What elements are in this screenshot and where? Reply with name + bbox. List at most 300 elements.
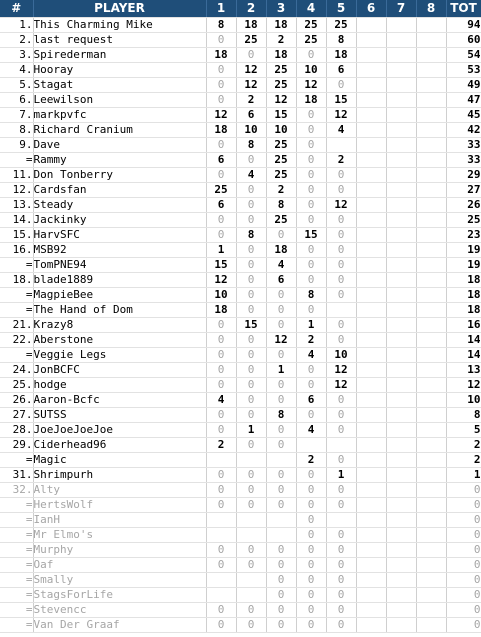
score-cell: 0 — [296, 363, 326, 378]
score-cell: 0 — [326, 558, 356, 573]
score-cell: 0 — [236, 48, 266, 63]
score-cell: 0 — [296, 198, 326, 213]
player-name: Krazy8 — [33, 318, 206, 333]
score-cell — [356, 273, 386, 288]
score-cell: 0 — [266, 618, 296, 633]
total-cell: 27 — [446, 183, 481, 198]
score-cell — [416, 303, 446, 318]
rank-cell: 11. — [0, 168, 33, 183]
total-cell: 23 — [446, 228, 481, 243]
score-cell — [356, 558, 386, 573]
score-cell: 0 — [266, 543, 296, 558]
rank-cell: 22. — [0, 333, 33, 348]
score-cell — [416, 468, 446, 483]
score-cell: 25 — [326, 18, 356, 33]
round-header-4[interactable]: 4 — [296, 0, 326, 18]
score-cell: 0 — [266, 573, 296, 588]
rank-cell: 8. — [0, 123, 33, 138]
table-row — [0, 123, 481, 138]
total-cell: 19 — [446, 243, 481, 258]
score-cell — [416, 183, 446, 198]
player-name: Stevencc — [33, 603, 206, 618]
rank-cell: = — [0, 348, 33, 363]
score-cell: 4 — [206, 393, 236, 408]
score-cell: 0 — [206, 33, 236, 48]
score-cell — [356, 483, 386, 498]
player-name: Rammy — [33, 153, 206, 168]
score-cell: 0 — [296, 468, 326, 483]
rank-cell: 27. — [0, 408, 33, 423]
score-cell: 0 — [296, 213, 326, 228]
score-cell — [416, 78, 446, 93]
score-cell — [386, 393, 416, 408]
total-cell: 18 — [446, 273, 481, 288]
score-cell: 0 — [296, 48, 326, 63]
score-cell — [416, 168, 446, 183]
score-cell: 0 — [296, 408, 326, 423]
player-name: Leewilson — [33, 93, 206, 108]
round-header-2[interactable]: 2 — [236, 0, 266, 18]
score-cell: 0 — [206, 213, 236, 228]
total-cell: 0 — [446, 618, 481, 633]
score-cell — [416, 63, 446, 78]
score-cell: 0 — [236, 498, 266, 513]
score-cell — [386, 153, 416, 168]
score-cell — [416, 108, 446, 123]
score-cell: 0 — [326, 483, 356, 498]
score-cell: 0 — [266, 603, 296, 618]
score-cell: 0 — [326, 603, 356, 618]
score-cell — [386, 78, 416, 93]
score-cell — [356, 453, 386, 468]
rank-cell: 24. — [0, 363, 33, 378]
player-name: The Hand of Dom — [33, 303, 206, 318]
total-cell: 33 — [446, 138, 481, 153]
score-cell — [356, 408, 386, 423]
score-cell — [356, 393, 386, 408]
score-cell — [386, 438, 416, 453]
total-cell: 47 — [446, 93, 481, 108]
score-cell: 12 — [326, 363, 356, 378]
table-row — [0, 558, 481, 573]
round-header-1[interactable]: 1 — [206, 0, 236, 18]
table-row — [0, 48, 481, 63]
score-cell — [386, 363, 416, 378]
score-cell: 0 — [326, 453, 356, 468]
score-cell: 0 — [326, 408, 356, 423]
score-cell — [386, 123, 416, 138]
total-cell: 2 — [446, 453, 481, 468]
score-cell: 4 — [296, 348, 326, 363]
total-cell: 42 — [446, 123, 481, 138]
score-cell: 18 — [236, 18, 266, 33]
score-cell — [356, 378, 386, 393]
rank-cell: = — [0, 618, 33, 633]
score-cell: 18 — [296, 93, 326, 108]
round-header-3[interactable]: 3 — [266, 0, 296, 18]
score-cell: 0 — [236, 378, 266, 393]
score-cell — [416, 558, 446, 573]
score-cell — [356, 153, 386, 168]
table-row — [0, 588, 481, 603]
total-cell: 14 — [446, 333, 481, 348]
score-cell: 12 — [266, 93, 296, 108]
table-row — [0, 363, 481, 378]
score-cell: 4 — [296, 423, 326, 438]
total-header[interactable]: TOT — [446, 0, 481, 18]
score-cell: 0 — [266, 438, 296, 453]
score-cell — [416, 573, 446, 588]
score-cell — [356, 618, 386, 633]
score-cell — [416, 588, 446, 603]
total-cell: 1 — [446, 468, 481, 483]
score-cell — [386, 468, 416, 483]
total-cell: 19 — [446, 258, 481, 273]
table-row — [0, 453, 481, 468]
score-cell: 0 — [326, 243, 356, 258]
score-cell: 0 — [206, 318, 236, 333]
table-row — [0, 258, 481, 273]
player-name: JonBCFC — [33, 363, 206, 378]
rank-cell: 6. — [0, 93, 33, 108]
score-cell: 0 — [206, 618, 236, 633]
score-cell: 0 — [326, 498, 356, 513]
total-cell: 49 — [446, 78, 481, 93]
score-cell — [356, 318, 386, 333]
table-row — [0, 573, 481, 588]
score-cell: 0 — [206, 333, 236, 348]
score-cell: 0 — [236, 603, 266, 618]
score-cell: 1 — [296, 318, 326, 333]
score-cell — [416, 228, 446, 243]
total-cell: 29 — [446, 168, 481, 183]
total-cell: 0 — [446, 498, 481, 513]
score-cell — [416, 18, 446, 33]
player-name: Van Der Graaf — [33, 618, 206, 633]
score-cell — [356, 78, 386, 93]
score-cell: 0 — [296, 543, 326, 558]
score-cell — [386, 603, 416, 618]
score-cell — [386, 198, 416, 213]
score-cell: 6 — [266, 273, 296, 288]
score-cell — [356, 423, 386, 438]
round-header-8[interactable]: 8 — [416, 0, 446, 18]
score-cell — [356, 168, 386, 183]
score-cell — [386, 513, 416, 528]
score-cell: 10 — [326, 348, 356, 363]
player-name: MSB92 — [33, 243, 206, 258]
score-cell — [206, 528, 236, 543]
score-cell: 0 — [236, 183, 266, 198]
round-header-6[interactable]: 6 — [356, 0, 386, 18]
score-cell: 25 — [266, 63, 296, 78]
table-row — [0, 468, 481, 483]
rank-cell: 28. — [0, 423, 33, 438]
score-cell: 15 — [266, 108, 296, 123]
score-cell: 0 — [296, 243, 326, 258]
table-row — [0, 513, 481, 528]
player-name: Dave — [33, 138, 206, 153]
rank-cell: = — [0, 543, 33, 558]
player-name: Mr Elmo's — [33, 528, 206, 543]
score-cell: 0 — [326, 228, 356, 243]
rank-cell: 31. — [0, 468, 33, 483]
score-cell — [356, 528, 386, 543]
score-cell: 0 — [206, 63, 236, 78]
total-cell: 16 — [446, 318, 481, 333]
player-header[interactable]: PLAYER — [33, 0, 206, 18]
score-cell: 10 — [266, 123, 296, 138]
score-cell: 25 — [266, 168, 296, 183]
rank-cell: 7. — [0, 108, 33, 123]
score-cell — [386, 273, 416, 288]
score-cell: 0 — [266, 318, 296, 333]
score-cell: 25 — [266, 213, 296, 228]
player-name: Steady — [33, 198, 206, 213]
score-cell: 0 — [296, 108, 326, 123]
score-cell: 0 — [236, 348, 266, 363]
player-name: SUTSS — [33, 408, 206, 423]
table-row — [0, 288, 481, 303]
score-cell: 18 — [206, 123, 236, 138]
score-cell: 0 — [206, 423, 236, 438]
score-cell: 0 — [326, 273, 356, 288]
table-row — [0, 228, 481, 243]
score-cell — [416, 348, 446, 363]
total-cell: 18 — [446, 303, 481, 318]
round-header-7[interactable]: 7 — [386, 0, 416, 18]
score-cell: 0 — [266, 423, 296, 438]
rank-cell: = — [0, 453, 33, 468]
score-cell — [416, 603, 446, 618]
player-name: hodge — [33, 378, 206, 393]
player-name: Aaron-Bcfc — [33, 393, 206, 408]
rank-cell: = — [0, 513, 33, 528]
score-cell: 0 — [296, 378, 326, 393]
score-cell: 0 — [266, 498, 296, 513]
score-cell: 6 — [206, 153, 236, 168]
score-cell — [386, 258, 416, 273]
rank-cell: = — [0, 603, 33, 618]
table-row — [0, 273, 481, 288]
score-cell — [206, 588, 236, 603]
table-row — [0, 333, 481, 348]
rank-cell: = — [0, 588, 33, 603]
score-cell: 0 — [326, 393, 356, 408]
table-row — [0, 498, 481, 513]
score-cell: 0 — [326, 78, 356, 93]
score-cell: 0 — [236, 258, 266, 273]
score-cell: 0 — [326, 573, 356, 588]
table-row — [0, 18, 481, 33]
score-cell — [326, 513, 356, 528]
score-cell — [386, 423, 416, 438]
score-cell: 15 — [326, 93, 356, 108]
score-cell — [356, 603, 386, 618]
score-cell — [416, 423, 446, 438]
player-name: Magic — [33, 453, 206, 468]
score-cell: 18 — [266, 48, 296, 63]
score-cell: 25 — [296, 33, 326, 48]
score-cell: 6 — [326, 63, 356, 78]
score-cell: 6 — [296, 393, 326, 408]
score-cell: 0 — [296, 183, 326, 198]
score-cell — [386, 618, 416, 633]
table-row — [0, 168, 481, 183]
score-cell — [386, 168, 416, 183]
score-cell — [356, 498, 386, 513]
score-cell — [416, 618, 446, 633]
score-cell: 0 — [206, 78, 236, 93]
score-cell: 0 — [236, 393, 266, 408]
score-cell: 0 — [296, 303, 326, 318]
score-cell — [236, 588, 266, 603]
score-cell: 0 — [236, 198, 266, 213]
player-name: This Charming Mike — [33, 18, 206, 33]
score-cell — [416, 513, 446, 528]
score-cell — [206, 513, 236, 528]
header-row — [0, 0, 481, 18]
player-name: Richard Cranium — [33, 123, 206, 138]
player-name: Aberstone — [33, 333, 206, 348]
score-cell: 0 — [206, 408, 236, 423]
score-cell: 10 — [206, 288, 236, 303]
score-cell: 0 — [296, 588, 326, 603]
score-cell — [416, 48, 446, 63]
score-cell — [416, 393, 446, 408]
score-cell: 0 — [236, 363, 266, 378]
table-row — [0, 243, 481, 258]
score-cell — [356, 543, 386, 558]
score-cell: 0 — [206, 138, 236, 153]
score-cell — [356, 183, 386, 198]
score-cell: 0 — [296, 498, 326, 513]
score-cell: 0 — [296, 123, 326, 138]
score-cell — [416, 138, 446, 153]
score-cell: 0 — [326, 213, 356, 228]
score-cell — [356, 108, 386, 123]
score-cell: 18 — [266, 18, 296, 33]
score-cell: 2 — [266, 183, 296, 198]
rank-cell: 14. — [0, 213, 33, 228]
total-cell: 13 — [446, 363, 481, 378]
score-cell — [386, 288, 416, 303]
score-cell: 2 — [296, 333, 326, 348]
total-cell: 94 — [446, 18, 481, 33]
score-cell: 18 — [266, 243, 296, 258]
round-header-5[interactable]: 5 — [326, 0, 356, 18]
total-cell: 2 — [446, 438, 481, 453]
score-cell: 0 — [206, 378, 236, 393]
score-cell — [356, 63, 386, 78]
player-name: Spirederman — [33, 48, 206, 63]
score-cell: 8 — [266, 198, 296, 213]
score-cell: 2 — [206, 438, 236, 453]
score-cell: 15 — [206, 258, 236, 273]
score-cell — [356, 123, 386, 138]
score-cell: 12 — [206, 108, 236, 123]
total-cell: 14 — [446, 348, 481, 363]
player-name: Smally — [33, 573, 206, 588]
score-cell — [386, 108, 416, 123]
score-cell — [416, 273, 446, 288]
score-cell — [386, 408, 416, 423]
score-cell: 0 — [266, 228, 296, 243]
score-cell: 0 — [296, 603, 326, 618]
score-cell — [266, 528, 296, 543]
score-cell — [356, 303, 386, 318]
score-cell — [236, 513, 266, 528]
table-row — [0, 108, 481, 123]
score-cell: 0 — [206, 168, 236, 183]
score-cell — [416, 318, 446, 333]
player-name: TomPNE94 — [33, 258, 206, 273]
score-cell: 8 — [296, 288, 326, 303]
player-name: Stagat — [33, 78, 206, 93]
score-cell: 0 — [326, 588, 356, 603]
score-cell: 0 — [206, 363, 236, 378]
score-cell: 18 — [206, 303, 236, 318]
score-cell: 2 — [236, 93, 266, 108]
score-cell: 12 — [296, 78, 326, 93]
score-cell: 25 — [266, 138, 296, 153]
total-cell: 8 — [446, 408, 481, 423]
score-cell — [356, 228, 386, 243]
player-name: blade1889 — [33, 273, 206, 288]
score-cell — [386, 588, 416, 603]
score-cell: 0 — [236, 333, 266, 348]
score-cell: 1 — [326, 468, 356, 483]
player-name: Ciderhead96 — [33, 438, 206, 453]
total-cell: 33 — [446, 153, 481, 168]
total-cell: 0 — [446, 543, 481, 558]
score-cell: 25 — [206, 183, 236, 198]
rank-header[interactable]: # — [0, 0, 33, 18]
score-cell: 12 — [236, 63, 266, 78]
score-cell: 2 — [296, 453, 326, 468]
score-cell: 4 — [236, 168, 266, 183]
player-name: Veggie Legs — [33, 348, 206, 363]
score-cell — [356, 93, 386, 108]
score-cell — [356, 513, 386, 528]
score-cell: 0 — [206, 483, 236, 498]
table-row — [0, 93, 481, 108]
score-cell: 0 — [296, 618, 326, 633]
score-cell: 4 — [326, 123, 356, 138]
player-name: markpvfc — [33, 108, 206, 123]
table-row — [0, 393, 481, 408]
score-cell — [326, 438, 356, 453]
score-cell: 0 — [326, 318, 356, 333]
score-cell — [416, 483, 446, 498]
score-cell: 1 — [206, 243, 236, 258]
table-row — [0, 63, 481, 78]
rank-cell: 32. — [0, 483, 33, 498]
table-row — [0, 303, 481, 318]
player-name: last request — [33, 33, 206, 48]
score-cell — [386, 498, 416, 513]
score-cell: 0 — [326, 528, 356, 543]
score-cell: 0 — [236, 213, 266, 228]
score-cell — [386, 528, 416, 543]
score-cell: 0 — [236, 288, 266, 303]
score-cell: 0 — [236, 618, 266, 633]
score-cell — [386, 453, 416, 468]
score-cell: 0 — [296, 258, 326, 273]
total-cell: 5 — [446, 423, 481, 438]
score-cell — [386, 348, 416, 363]
score-cell: 0 — [206, 348, 236, 363]
